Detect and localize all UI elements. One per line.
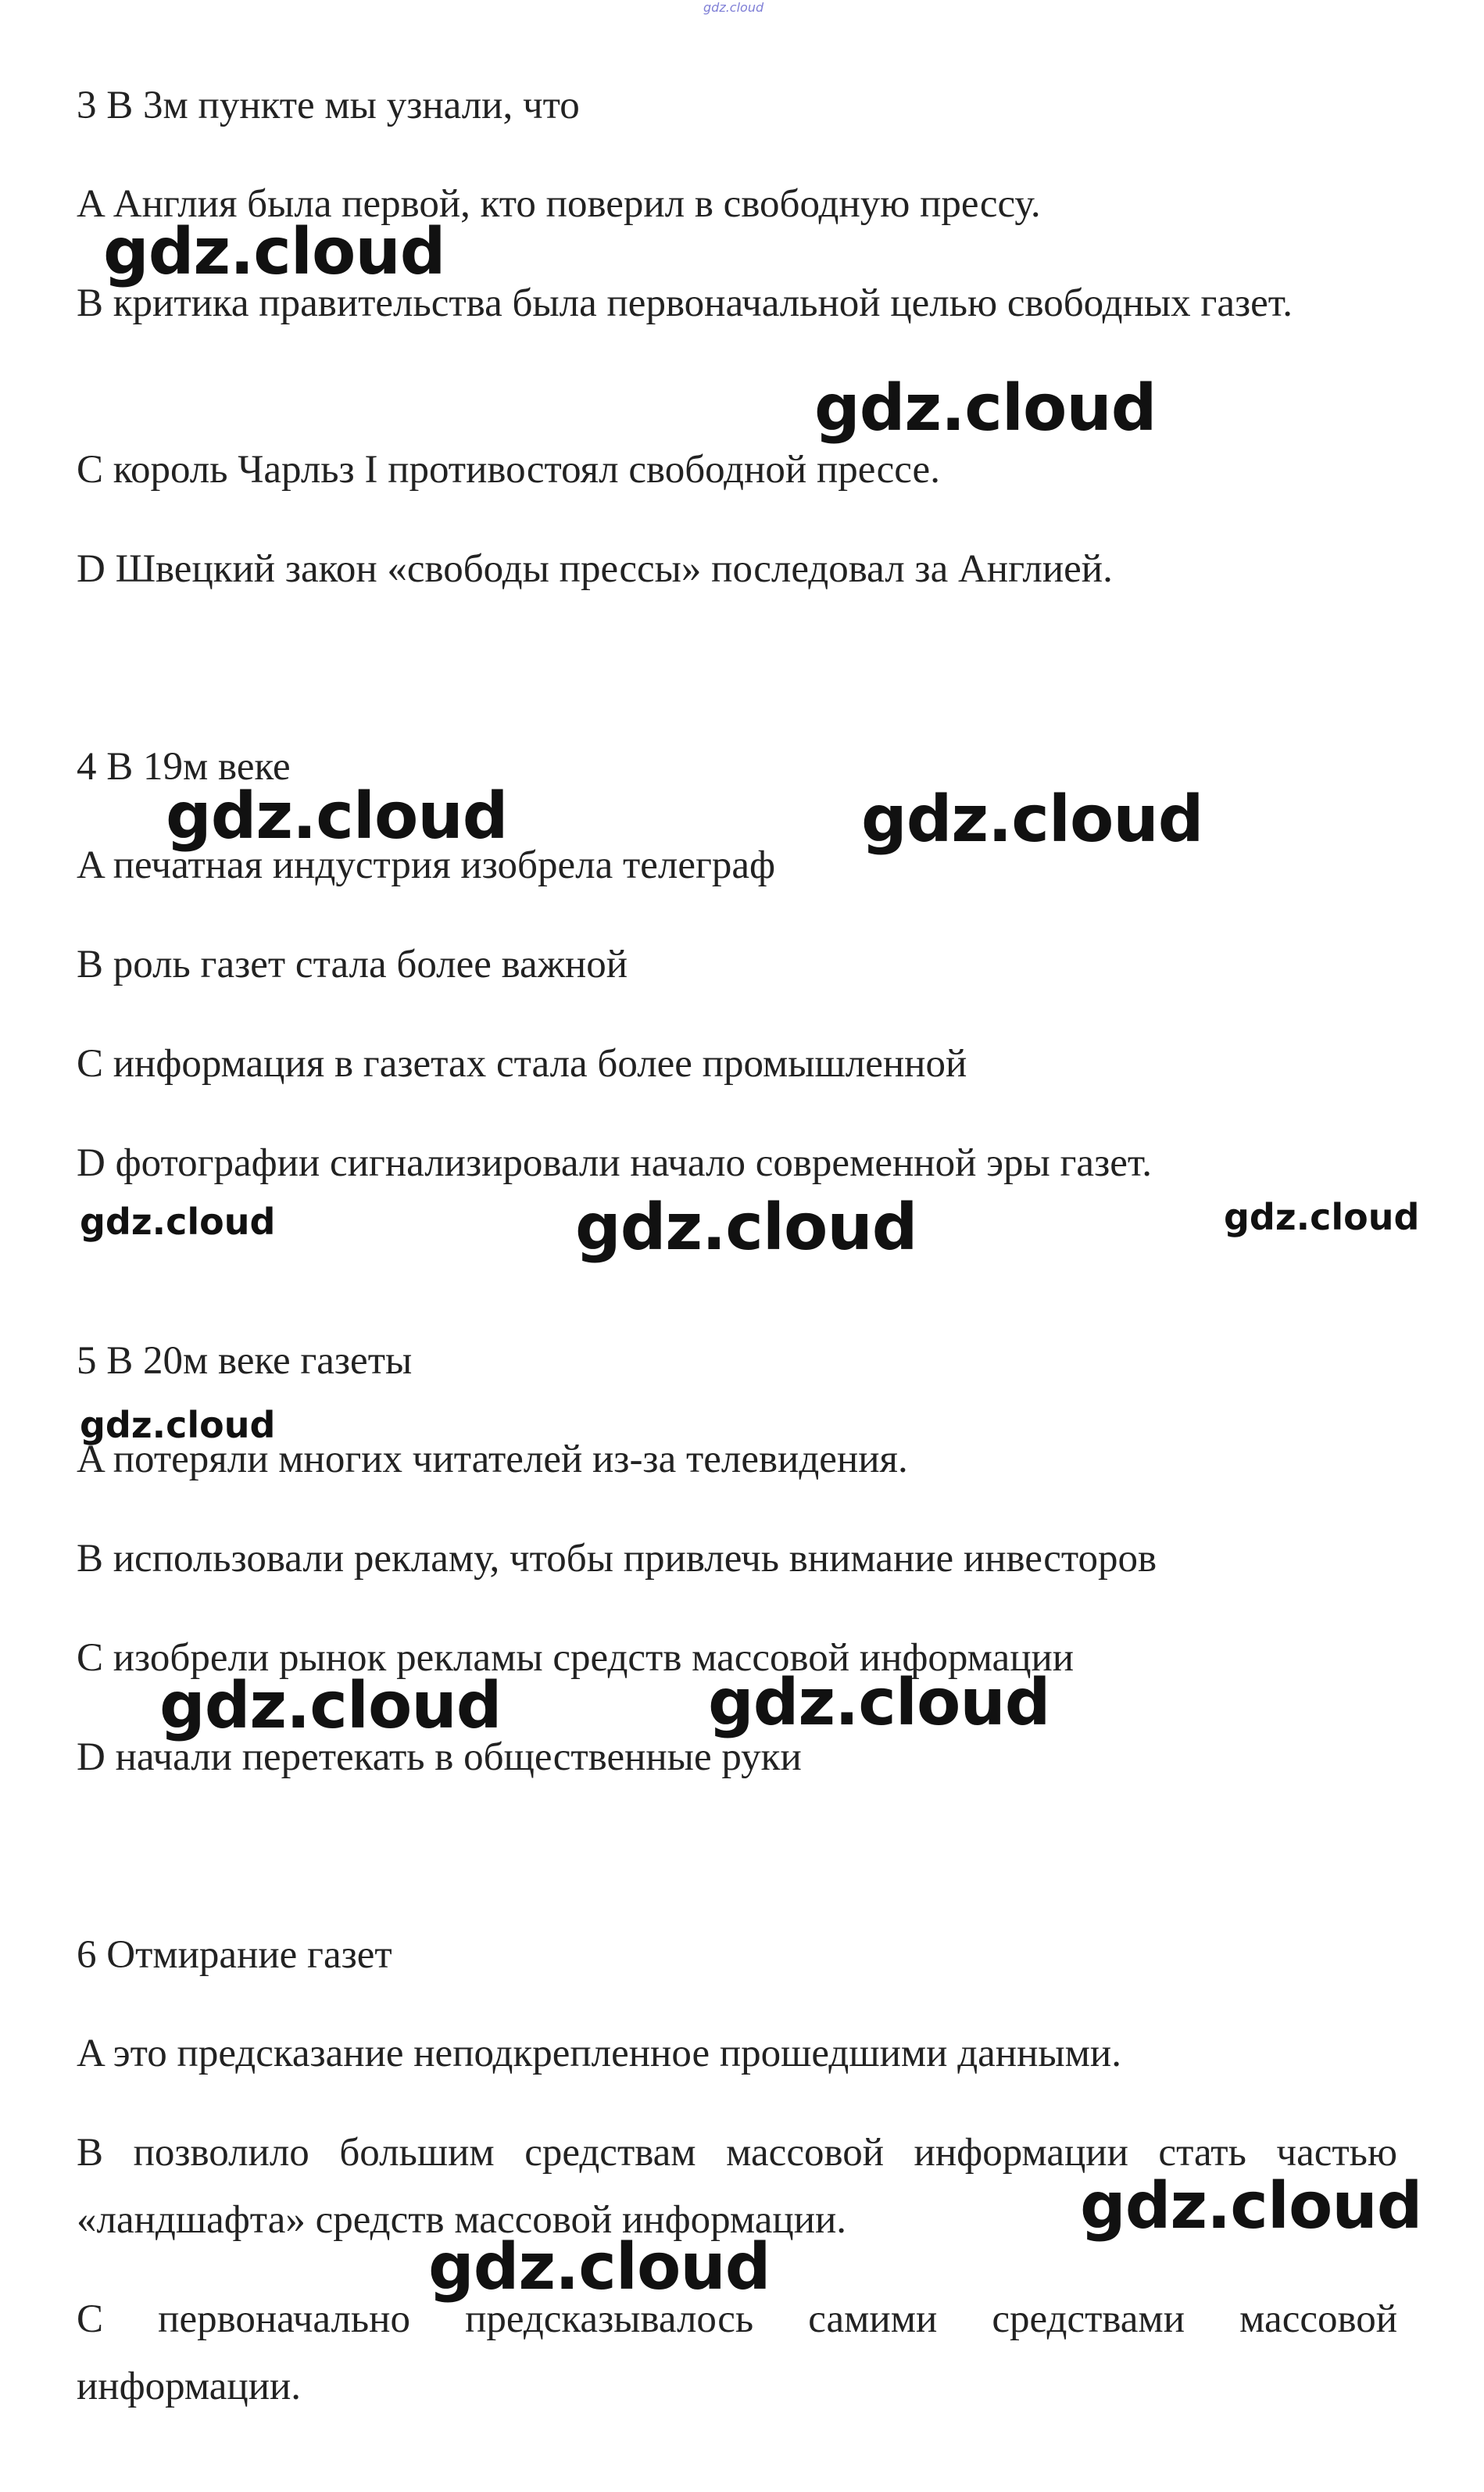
watermark: gdz.cloud: [80, 1404, 276, 1446]
question-3-option-c: C король Чарльз I противостоял свободной прессе.: [77, 448, 940, 492]
question-4-option-c: C информация в газетах стала более промышленной: [77, 1042, 967, 1086]
question-5-option-c: C изобрели рынок рекламы средств массовой информации: [77, 1636, 1075, 1680]
watermark: gdz.cloud: [103, 215, 445, 289]
watermark: gdz.cloud: [159, 1669, 502, 1743]
watermark: gdz.cloud: [428, 2230, 771, 2304]
question-6-option-b: B позволило большим средствам массовой информации стать частью «ландшафта» средств массовой информации.: [77, 2131, 1397, 2242]
question-5-title: 5 В 20м веке газеты: [77, 1339, 413, 1383]
question-3-option-b: B критика правительства была первоначальной целью свободных газет.: [77, 281, 1293, 325]
watermark: gdz.cloud: [80, 1201, 276, 1243]
question-4-option-d: D фотографии сигнализировали начало современной эры газет.: [77, 1141, 1153, 1185]
watermark: gdz.cloud: [166, 779, 508, 854]
question-6-option-c: C первоначально предсказывалось самими средствами массовой информации.: [77, 2297, 1397, 2408]
question-6-title: 6 Отмирание газет: [77, 1933, 392, 1977]
question-4-option-a: A печатная индустрия изобрела телеграф: [77, 843, 776, 887]
watermark: gdz.cloud: [575, 1191, 917, 1265]
question-3-title: 3 В 3м пункте мы узнали, что: [77, 84, 580, 127]
header-watermark: gdz.cloud: [703, 0, 764, 15]
watermark: gdz.cloud: [1224, 1196, 1420, 1238]
question-3-option-d: D Швецкий закон «свободы прессы» последовал за Англией.: [77, 547, 1113, 591]
watermark: gdz.cloud: [708, 1666, 1050, 1740]
watermark: gdz.cloud: [814, 371, 1157, 446]
question-4-title: 4 В 19м веке: [77, 745, 291, 789]
question-5-option-a: A потеряли многих читателей из-за телевидения.: [77, 1438, 908, 1481]
watermark: gdz.cloud: [861, 782, 1203, 857]
question-3-option-a: A Англия была первой, кто поверил в свободную прессу.: [77, 182, 1041, 226]
watermark: gdz.cloud: [1080, 2169, 1422, 2243]
question-5-option-d: D начали перетекать в общественные руки: [77, 1735, 802, 1779]
question-6-option-a: A это предсказание неподкрепленное прошедшими данными.: [77, 2032, 1121, 2075]
question-5-option-b: B использовали рекламу, чтобы привлечь внимание инвесторов: [77, 1537, 1157, 1581]
question-4-option-b: B роль газет стала более важной: [77, 943, 628, 986]
